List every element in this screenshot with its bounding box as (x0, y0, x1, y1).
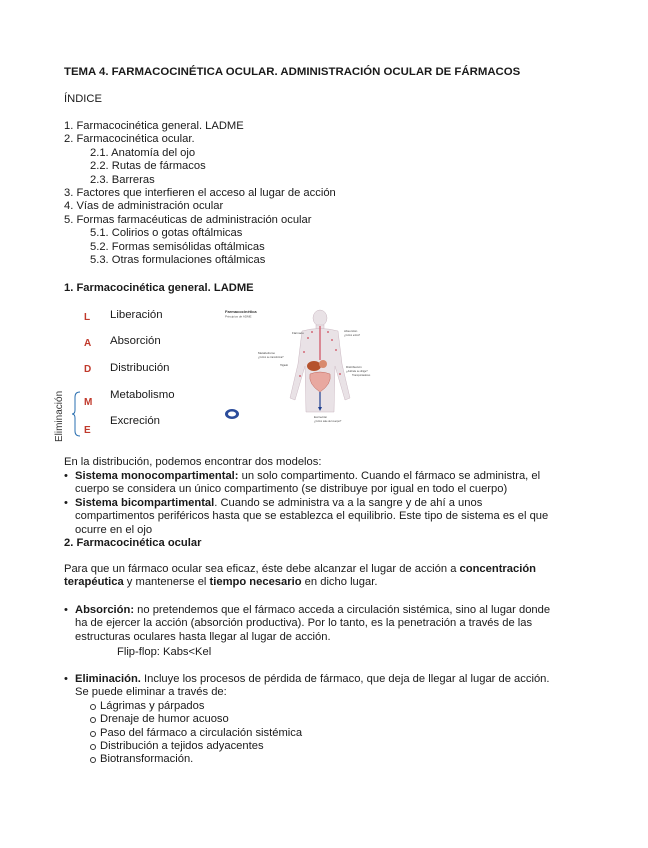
svg-text:¿Cómo sale del cuerpo?: ¿Cómo sale del cuerpo? (314, 420, 342, 423)
toc-item: 5.1. Colirios o gotas oftálmicas (90, 227, 243, 240)
toc-item: 2.1. Anatomía del ojo (90, 146, 196, 159)
table-of-contents (64, 120, 336, 267)
elimination-label: Eliminación (54, 390, 65, 442)
svg-text:Metabolismo: Metabolismo (258, 351, 276, 355)
svg-text:Hígado: Hígado (280, 364, 289, 367)
index-heading: ÍNDICE (64, 93, 102, 105)
logo-shape (225, 409, 239, 419)
ladme-letter-e: E (84, 425, 91, 436)
page-title: TEMA 4. FARMACOCINÉTICA OCULAR. ADMINISTRACIÓN OCULAR DE FÁRMACOS (64, 66, 521, 78)
toc-item: 5.2. Formas semisólidas oftálmicas (90, 240, 265, 253)
toc-item: 5.3. Otras formulaciones oftálmicas (90, 254, 266, 267)
ladme-word-excrecion: Excreción (110, 415, 161, 427)
toc-item: 2.3. Barreras (90, 173, 155, 186)
svg-text:Excreción: Excreción (314, 415, 328, 419)
list-item: • Sistema monocompartimental: un solo compartimento. Cuando el fármaco se administra, el cuerpo se considera un único compartimento (se distribuye por igual en todo el cuerpo) (64, 470, 564, 497)
figure-subtitle: Principios de ADME (225, 314, 252, 319)
toc-item: 2.2. Rutas de fármacos (90, 160, 206, 173)
toc-item: 4. Vías de administración ocular (64, 200, 224, 213)
toc-item: 5. Formas farmacéuticas de administración ocular (64, 213, 312, 226)
ladme-word-liberacion: Liberación (110, 309, 163, 321)
ladme-word-distribucion: Distribución (110, 362, 170, 374)
ladme-letter-a: A (84, 338, 92, 349)
section-1-heading: 1. Farmacocinética general. LADME (64, 282, 254, 294)
section-2-heading: 2. Farmacocinética ocular (64, 537, 202, 549)
svg-text:Transportadores: Transportadores (352, 374, 371, 377)
svg-text:¿Cómo se transforma?: ¿Cómo se transforma? (258, 356, 284, 359)
elimination-bracket (72, 391, 82, 437)
toc-item: 2. Farmacocinética ocular. (64, 133, 195, 146)
svg-text:¿Cómo entra?: ¿Cómo entra? (344, 334, 360, 337)
absorption-block (64, 604, 564, 644)
svg-text:Fármaco: Fármaco (292, 331, 304, 335)
elimination-block (64, 673, 564, 767)
distribution-models (64, 470, 564, 537)
ladme-word-absorcion: Absorción (110, 335, 161, 347)
adme-body-figure (222, 304, 382, 428)
ladme-letter-d: D (84, 364, 92, 375)
ladme-letter-m: M (84, 397, 93, 408)
list-item: Biotransformación. (64, 753, 564, 766)
liver-shape (307, 361, 321, 371)
section-2-intro: Para que un fármaco ocular sea eficaz, éste debe alcanzar el lugar de acción a concentración terapéutica y mantenerse el tiempo necesario en dicho lugar. (64, 563, 536, 589)
figure-title: Farmacocinética (225, 309, 257, 314)
ladme-letter-l: L (84, 312, 91, 323)
list-item: • Absorción: no pretendemos que el fármaco acceda a circulación sistémica, sino al lugar donde ha de ejercer la acción (absorción productiva). Por lo tanto, es la penetración a través de las estructuras oculares hasta llegar al lugar de acción. (64, 604, 564, 644)
list-item: • Eliminación. Incluye los procesos de pérdida de fármaco, que deja de llegar al lugar de acción. Se puede eliminar a través de: (64, 673, 564, 700)
svg-text:Distribución: Distribución (346, 365, 362, 369)
toc-item: 3. Factores que interfieren el acceso al lugar de acción (64, 187, 336, 200)
stomach-shape (319, 360, 327, 368)
list-item: Distribución a tejidos adyacentes (64, 740, 564, 753)
list-item: Paso del fármaco a circulación sistémica (64, 727, 564, 740)
flip-flop-note: Flip-flop: Kabs<Kel (117, 646, 212, 658)
list-item: • Sistema bicompartimental. Cuando se administra va a la sangre y de ahí a unos compartimentos periféricos hasta que se establezca el equilibrio. Este tipo de sistema es el que ocurre en el ojo (64, 497, 564, 537)
svg-text:Absorción: Absorción (344, 329, 358, 333)
list-item: Drenaje de humor acuoso (64, 713, 564, 726)
distribution-intro: En la distribución, podemos encontrar dos modelos: (64, 456, 322, 468)
list-item: Lágrimas y párpados (64, 700, 564, 713)
toc-item: 1. Farmacocinética general. LADME (64, 120, 244, 132)
ladme-word-metabolismo: Metabolismo (110, 389, 175, 401)
svg-text:¿Adónde se dirige?: ¿Adónde se dirige? (346, 370, 368, 373)
